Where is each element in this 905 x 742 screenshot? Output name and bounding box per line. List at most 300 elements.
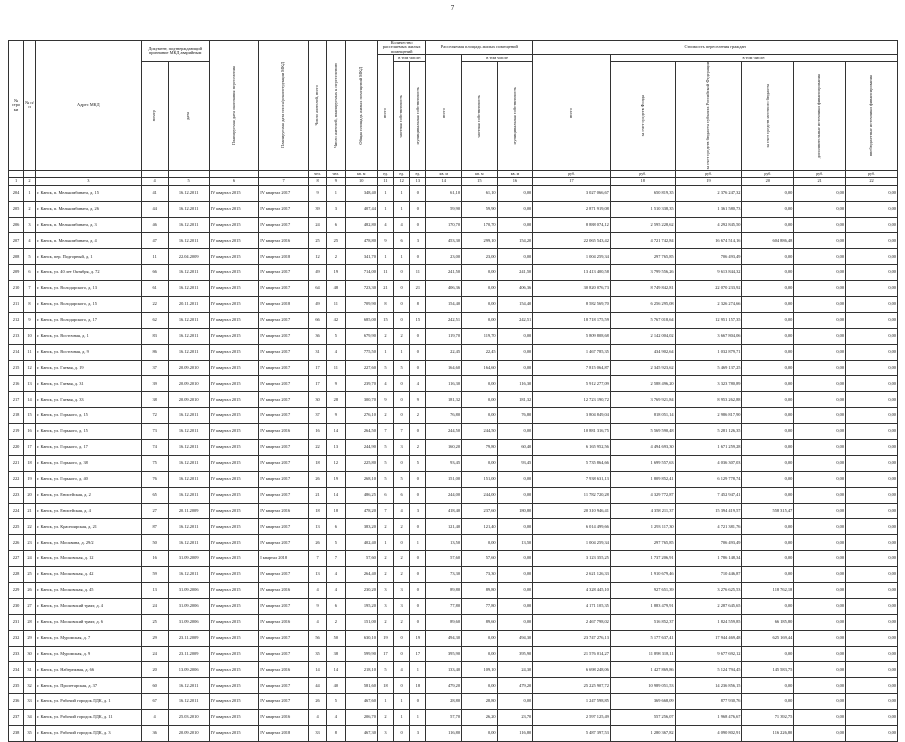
table-cell: 76,80	[426, 408, 462, 424]
table-cell: 232	[9, 630, 24, 646]
header-doc: Документ, подтверждающий признание МКД аварийным	[141, 41, 209, 62]
table-cell: 0,00	[794, 360, 846, 376]
table-cell: 16.12.2011	[168, 217, 209, 233]
table-cell: 14 236 856,15	[675, 678, 742, 694]
table-cell: 145 583,75	[742, 662, 794, 678]
table-cell: 16.12.2011	[168, 185, 209, 201]
table-cell: 60	[141, 678, 168, 694]
table-cell: 16.12.2011	[168, 408, 209, 424]
table-cell: 4 090 802,91	[675, 726, 742, 742]
table-cell: 0,00	[846, 360, 898, 376]
table-cell: 219	[9, 424, 24, 440]
table-cell: 181,32	[426, 392, 462, 408]
table-cell: 25	[327, 233, 345, 249]
table-cell: 0,00	[742, 598, 794, 614]
table-cell: 2 986 817,90	[675, 408, 742, 424]
table-cell: 0,00	[742, 360, 794, 376]
table-cell: 0,00	[794, 726, 846, 742]
table-cell: IV квартал 2017	[259, 567, 309, 583]
table-cell: г. Канск, ул. Енисейская, д. 2	[35, 487, 141, 503]
table-cell: 4 171 105,35	[533, 598, 611, 614]
table-cell: 1	[410, 662, 426, 678]
table-cell: 1 032 879,71	[675, 344, 742, 360]
table-cell: 20 310 946,41	[533, 503, 611, 519]
table-cell: IV квартал 2015	[209, 281, 259, 297]
table-row	[9, 201, 898, 217]
table-cell: 706 493,49	[675, 249, 742, 265]
table-cell: г. Канск, пер. Подгорный, д. 1	[35, 249, 141, 265]
column-number: 14	[426, 177, 462, 185]
table-row	[9, 487, 898, 503]
table-cell: 0,00	[846, 519, 898, 535]
table-cell: 21	[377, 281, 393, 297]
table-cell: 0,00	[846, 376, 898, 392]
table-cell: 650 819,35	[610, 185, 675, 201]
header-address: Адрес МКД	[35, 41, 141, 171]
table-cell: 723,30	[345, 281, 377, 297]
table-cell: 4	[394, 503, 410, 519]
table-row	[9, 710, 898, 726]
table-cell: 24	[141, 598, 168, 614]
table-cell: 8	[377, 296, 393, 312]
table-cell: 11	[410, 265, 426, 281]
table-cell: 74	[141, 440, 168, 456]
table-cell: IV квартал 2015	[209, 328, 259, 344]
table-cell: 1	[394, 201, 410, 217]
table-cell: 5 124 794,45	[675, 662, 742, 678]
table-cell: 221	[9, 455, 24, 471]
column-number: 12	[394, 177, 410, 185]
table-cell: 5 487 397,53	[533, 726, 611, 742]
table-cell: г. Канск, ул. Московская, д. 12	[35, 551, 141, 567]
table-cell: 59	[141, 567, 168, 583]
table-cell: 22,45	[462, 344, 498, 360]
table-cell: 244,00	[462, 487, 498, 503]
table-cell: 230,20	[345, 583, 377, 599]
table-cell: 0,00	[846, 440, 898, 456]
table-cell: IV квартал 2015	[209, 646, 259, 662]
table-cell: 89,80	[426, 583, 462, 599]
table-cell: 29	[141, 630, 168, 646]
table-cell: 57,60	[462, 551, 498, 567]
table-cell: 56	[308, 630, 326, 646]
table-cell: 482,80	[345, 217, 377, 233]
table-cell: 6 014 499,66	[533, 519, 611, 535]
table-cell: г. Канск, ул. Горького, д. 15	[35, 408, 141, 424]
table-cell: 0,00	[497, 471, 533, 487]
table-cell: 0,00	[794, 471, 846, 487]
table-cell: 0,00	[742, 392, 794, 408]
table-cell: 0,00	[846, 265, 898, 281]
table-cell: 10 881 316,75	[533, 424, 611, 440]
table-cell: 0,00	[742, 535, 794, 551]
table-cell: 17 944 469,48	[675, 630, 742, 646]
table-cell: 1 427 869,86	[610, 662, 675, 678]
table-row	[9, 249, 898, 265]
table-cell: 383,20	[345, 519, 377, 535]
table-row	[9, 567, 898, 583]
table-cell: 31.09.2009	[168, 551, 209, 567]
table-cell: 79,80	[462, 440, 498, 456]
table-cell: IV квартал 2017	[259, 678, 309, 694]
table-cell: 0,00	[742, 408, 794, 424]
table-cell: 16.12.2011	[168, 328, 209, 344]
table-cell: IV квартал 2018	[259, 726, 309, 742]
table-cell: 0	[394, 265, 410, 281]
table-cell: 1 824 559,85	[675, 614, 742, 630]
table-cell: 0,00	[846, 344, 898, 360]
table-cell: 27	[141, 503, 168, 519]
table-cell: 12 723 190,72	[533, 392, 611, 408]
table-cell: 61	[141, 281, 168, 297]
table-cell: IV квартал 2017	[259, 646, 309, 662]
table-cell: 180,80	[497, 503, 533, 519]
table-cell: 1 467 785,35	[533, 344, 611, 360]
table-cell: 154,20	[497, 233, 533, 249]
table-cell: 16.12.2011	[168, 471, 209, 487]
table-cell: 5	[410, 455, 426, 471]
table-cell: 18	[410, 678, 426, 694]
table-cell: 2 326 274,66	[675, 296, 742, 312]
table-cell: 21	[410, 281, 426, 297]
header-cost-fund: за счет средств Фонда	[639, 95, 645, 137]
table-cell: 17	[24, 440, 36, 456]
table-cell: 16.12.2011	[168, 567, 209, 583]
table-cell: 4	[308, 614, 326, 630]
table-cell: IV квартал 2015	[209, 519, 259, 535]
table-cell: г. Канск, ул. Московский тракт, д. 6	[35, 614, 141, 630]
table-cell: 297 765,85	[610, 535, 675, 551]
table-cell: IV квартал 2015	[209, 312, 259, 328]
table-cell: 242,51	[426, 312, 462, 328]
table-row	[9, 312, 898, 328]
table-cell: 244,50	[462, 424, 498, 440]
unit-cell: чел.	[327, 170, 345, 177]
table-cell: 18 718 175,59	[533, 312, 611, 328]
table-cell: г. Канск, ул. Москвина, д. 29/2	[35, 535, 141, 551]
table-cell: 5 767 018,64	[610, 312, 675, 328]
table-cell: 0,00	[742, 440, 794, 456]
table-cell: 0,00	[462, 265, 498, 281]
table-cell: 599,90	[345, 646, 377, 662]
column-number: 9	[327, 177, 345, 185]
column-number: 16	[497, 177, 533, 185]
table-cell: 225	[9, 519, 24, 535]
table-cell: 18	[377, 678, 393, 694]
column-number: 22	[846, 177, 898, 185]
table-cell: 0	[410, 598, 426, 614]
table-row	[9, 503, 898, 519]
table-cell: 2 588 496,20	[610, 376, 675, 392]
header-total-area: Общая площадь жилых помещений МКД	[358, 66, 363, 145]
table-cell: 25	[141, 614, 168, 630]
table-cell: 0,00	[794, 344, 846, 360]
table-cell: 1 361 580,73	[675, 201, 742, 217]
table-cell: 33	[24, 694, 36, 710]
table-cell: 118 762,18	[742, 583, 794, 599]
table-cell: 0,00	[462, 408, 498, 424]
table-cell: 0	[410, 424, 426, 440]
table-cell: 0,00	[794, 583, 846, 599]
table-cell: 0,00	[794, 424, 846, 440]
table-cell: 0,00	[846, 726, 898, 742]
table-row	[9, 678, 898, 694]
table-cell: 23 747 276,13	[533, 630, 611, 646]
table-cell: IV квартал 2015	[209, 217, 259, 233]
table-cell: 13	[327, 440, 345, 456]
table-cell: 7	[327, 551, 345, 567]
table-cell: 297 765,85	[610, 249, 675, 265]
table-cell: 557 256,07	[610, 710, 675, 726]
column-number: 2	[24, 177, 36, 185]
unit-cell: руб.	[742, 170, 794, 177]
table-cell: 0,00	[846, 598, 898, 614]
unit-cell	[35, 170, 141, 177]
table-cell: 5 569 590,48	[610, 424, 675, 440]
header-cost-region: за счет средств бюджета субъекта Российской Федерации	[705, 62, 711, 170]
table-row	[9, 519, 898, 535]
table-cell: 0,00	[742, 281, 794, 297]
table-row	[9, 551, 898, 567]
table-cell: 0,00	[742, 265, 794, 281]
table-cell: 50	[327, 630, 345, 646]
table-cell: 154,40	[497, 296, 533, 312]
table-cell: 0,00	[742, 376, 794, 392]
table-cell: 24,30	[497, 662, 533, 678]
table-cell: 0	[410, 201, 426, 217]
table-cell: 0,00	[462, 296, 498, 312]
table-cell: 4 328 445,10	[533, 583, 611, 599]
table-cell: 21	[24, 503, 36, 519]
table-cell: 14	[327, 424, 345, 440]
table-cell: 0,00	[846, 281, 898, 297]
table-cell: 1	[394, 710, 410, 726]
table-cell: 244,00	[426, 487, 462, 503]
table-cell: 0,00	[794, 455, 846, 471]
table-cell: 268,10	[345, 471, 377, 487]
table-cell: 0	[410, 471, 426, 487]
table-cell: 3	[394, 440, 410, 456]
table-cell: 16.12.2011	[168, 694, 209, 710]
table-cell: 0,00	[497, 487, 533, 503]
table-cell: 16.12.2011	[168, 487, 209, 503]
table-cell: 5 809 808,68	[533, 328, 611, 344]
table-cell: 0,00	[846, 201, 898, 217]
table-cell: 29	[24, 630, 36, 646]
table-cell: IV квартал 2017	[259, 328, 309, 344]
table-cell: 16	[141, 551, 168, 567]
table-cell: 4 329 772,87	[610, 487, 675, 503]
table-cell: 0	[394, 678, 410, 694]
table-cell: 0	[394, 312, 410, 328]
header-area-total: всего	[440, 107, 446, 118]
table-cell: г. Канск, ул. 40 лет Октября, д. 72	[35, 265, 141, 281]
table-cell: 1	[377, 185, 393, 201]
header-area-group: Расселяемая площадь жилых помещений	[426, 41, 533, 55]
table-cell: 3	[410, 726, 426, 742]
table-cell: 231	[9, 614, 24, 630]
table-cell: 3	[24, 217, 36, 233]
table-cell: IV квартал 2015	[209, 614, 259, 630]
table-cell: 23,70	[497, 710, 533, 726]
table-cell: 0	[410, 487, 426, 503]
header-area-incl: в том числе	[462, 55, 533, 62]
table-cell: 3	[377, 583, 393, 599]
table-cell: IV квартал 2015	[209, 726, 259, 742]
table-cell: IV квартал 2015	[209, 376, 259, 392]
table-cell: 20.09.2010	[168, 726, 209, 742]
table-cell: 0,00	[742, 519, 794, 535]
table-cell: 1 699 557,63	[610, 455, 675, 471]
table-cell: 73	[141, 424, 168, 440]
column-number: 1	[9, 177, 24, 185]
table-cell: 3 323 780,89	[675, 376, 742, 392]
table-cell: 31	[24, 662, 36, 678]
table-cell: 1 883 479,91	[610, 598, 675, 614]
table-cell: 237	[9, 710, 24, 726]
table-cell: 0,00	[742, 646, 794, 662]
table-cell: 479,20	[426, 678, 462, 694]
table-row	[9, 662, 898, 678]
table-cell: 73,30	[462, 567, 498, 583]
table-cell: 0,00	[846, 233, 898, 249]
table-cell: 927 651,39	[610, 583, 675, 599]
table-cell: 61,10	[462, 185, 498, 201]
table-cell: 0,00	[742, 312, 794, 328]
table-cell: 28,80	[426, 694, 462, 710]
table-cell: 406,36	[426, 281, 462, 297]
table-row	[9, 281, 898, 297]
table-cell: 0,00	[742, 694, 794, 710]
table-cell: 14	[24, 392, 36, 408]
table-cell: 0,00	[497, 694, 533, 710]
table-cell: г. Канск, ул. Московский тракт, д. 4	[35, 598, 141, 614]
table-cell: 32	[24, 678, 36, 694]
table-cell: 31.09.2006	[168, 583, 209, 599]
table-cell: 28	[327, 392, 345, 408]
table-cell: 237,60	[462, 503, 498, 519]
table-cell: 2	[394, 614, 410, 630]
table-cell: 12	[308, 249, 326, 265]
table-cell: г. Канск, п. Мелькомбината, д. 3	[35, 217, 141, 233]
table-cell: 0	[394, 646, 410, 662]
table-cell: IV квартал 2017	[259, 201, 309, 217]
table-cell: 0,00	[497, 360, 533, 376]
table-cell: 206	[9, 217, 24, 233]
table-cell: 2 345 923,62	[610, 360, 675, 376]
table-cell: 1 510 338,35	[610, 201, 675, 217]
column-number: 5	[168, 177, 209, 185]
table-cell: IV квартал 2017	[259, 519, 309, 535]
table-cell: 211	[9, 296, 24, 312]
unit-cell: руб.	[610, 170, 675, 177]
table-cell: 44	[141, 201, 168, 217]
table-cell: 0,00	[846, 503, 898, 519]
table-cell: 170,70	[426, 217, 462, 233]
table-header	[9, 41, 898, 186]
table-cell: 818 051,14	[610, 408, 675, 424]
unit-cell: чел.	[308, 170, 326, 177]
table-cell: 24	[141, 646, 168, 662]
table-cell: 66	[141, 265, 168, 281]
table-cell: 0,00	[742, 344, 794, 360]
table-cell: 2	[377, 614, 393, 630]
table-cell: г. Канск, ул. Пролетарская, д. 37	[35, 678, 141, 694]
table-row	[9, 265, 898, 281]
table-cell: 775,50	[345, 344, 377, 360]
table-cell: IV квартал 2015	[209, 503, 259, 519]
table-cell: 16.12.2011	[168, 281, 209, 297]
table-cell: 222	[9, 471, 24, 487]
table-cell: 8	[327, 726, 345, 742]
table-cell: 20	[24, 487, 36, 503]
table-cell: 2	[24, 201, 36, 217]
table-cell: 16.12.2011	[168, 455, 209, 471]
table-cell: 60,40	[497, 440, 533, 456]
table-cell: 0,00	[846, 535, 898, 551]
table-cell: 709,90	[345, 296, 377, 312]
table-cell: IV квартал 2015	[209, 630, 259, 646]
table-cell: 1	[377, 201, 393, 217]
table-cell: 8	[410, 296, 426, 312]
table-cell: 13,50	[426, 535, 462, 551]
header-planned-demolish: Планируемая дата сноса/реконструкции МКД	[280, 62, 286, 149]
table-row	[9, 296, 898, 312]
table-cell: 0,00	[794, 551, 846, 567]
header-cost-group: Стоимость переселения граждан	[533, 41, 898, 55]
table-cell: 1 293 117,30	[610, 519, 675, 535]
table-cell: 27	[24, 598, 36, 614]
table-row	[9, 471, 898, 487]
table-cell: 0,00	[846, 312, 898, 328]
table-cell: 23.11.2009	[168, 630, 209, 646]
table-cell: IV квартал 2018	[259, 296, 309, 312]
table-cell: 4 292 845,50	[675, 217, 742, 233]
table-cell: 0,00	[794, 535, 846, 551]
table-cell: 226	[9, 535, 24, 551]
table-cell: 154,40	[426, 296, 462, 312]
table-cell: 0,00	[794, 503, 846, 519]
table-cell: 0	[394, 281, 410, 297]
table-cell: 16.12.2011	[168, 233, 209, 249]
table-cell: 218,10	[345, 662, 377, 678]
table-cell: 1	[377, 535, 393, 551]
table-cell: 0	[410, 344, 426, 360]
table-cell: 3 799 556,26	[610, 265, 675, 281]
unit-cell: руб.	[675, 170, 742, 177]
column-number: 18	[610, 177, 675, 185]
table-cell: 0	[410, 360, 426, 376]
table-cell: 16.12.2011	[168, 424, 209, 440]
table-cell: 2	[377, 519, 393, 535]
table-cell: 1 671 259,28	[675, 440, 742, 456]
table-cell: 8 888 074,12	[533, 217, 611, 233]
table-cell: 4	[394, 662, 410, 678]
table-cell: 402,40	[345, 535, 377, 551]
table-cell: 233	[9, 646, 24, 662]
table-cell: 16.12.2011	[168, 535, 209, 551]
table-cell: 0,00	[742, 201, 794, 217]
table-cell: 0,00	[742, 185, 794, 201]
table-cell: 72	[141, 408, 168, 424]
table-cell: 2	[410, 408, 426, 424]
table-cell: 0,00	[794, 281, 846, 297]
table-cell: 195,20	[345, 598, 377, 614]
table-cell: 14	[327, 662, 345, 678]
table-cell: 4	[24, 233, 36, 249]
table-cell: 0,00	[794, 678, 846, 694]
table-cell: 244,50	[426, 424, 462, 440]
